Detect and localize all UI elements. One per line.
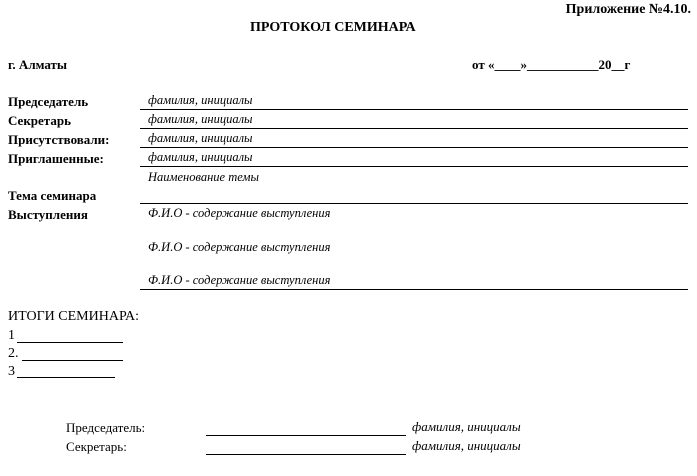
signature-chairman-value: фамилия, инициалы: [412, 419, 521, 434]
appendix-number: Приложение №4.10.: [565, 2, 691, 17]
speech-item-2: Ф.И.О - содержание выступления: [148, 240, 331, 254]
date-line: от «____»___________20__г: [472, 57, 631, 72]
results-title: ИТОГИ СЕМИНАРА:: [8, 309, 139, 324]
signature-secretary-value: фамилия, инициалы: [412, 438, 521, 453]
speeches-underline: [140, 289, 688, 290]
result-item-2: 2.: [8, 346, 19, 361]
invited-value: фамилия, инициалы: [148, 150, 253, 164]
present-label: Присутствовали:: [8, 132, 110, 147]
result-item-1-line: [17, 342, 123, 343]
speeches-label: Выступления: [8, 207, 88, 222]
signature-secretary-label: Секретарь:: [66, 439, 127, 454]
document-title: ПРОТОКОЛ СЕМИНАРА: [250, 20, 416, 35]
chairman-label: Председатель: [8, 94, 89, 109]
signature-chairman-line: [206, 435, 406, 436]
result-item-2-line: [22, 360, 123, 361]
result-item-3-line: [17, 377, 115, 378]
topic-value: Наименование темы: [148, 170, 259, 184]
city: г. Алматы: [8, 57, 68, 72]
invited-underline: [140, 166, 688, 167]
chairman-value: фамилия, инициалы: [148, 93, 253, 107]
signature-chairman-label: Председатель:: [66, 420, 146, 435]
speech-item-3: Ф.И.О - содержание выступления: [148, 273, 331, 287]
present-value: фамилия, инициалы: [148, 131, 253, 145]
invited-label: Приглашенные:: [8, 151, 104, 166]
secretary-label: Секретарь: [8, 113, 71, 128]
signature-secretary-line: [206, 454, 406, 455]
topic-label: Тема семинара: [8, 188, 97, 203]
result-item-1: 1: [8, 328, 15, 343]
speech-item-1: Ф.И.О - содержание выступления: [148, 206, 331, 220]
secretary-value: фамилия, инициалы: [148, 112, 253, 126]
present-underline: [140, 147, 688, 148]
result-item-3: 3: [8, 364, 15, 379]
topic-underline: [140, 203, 688, 204]
secretary-underline: [140, 128, 688, 129]
chairman-underline: [140, 109, 688, 110]
